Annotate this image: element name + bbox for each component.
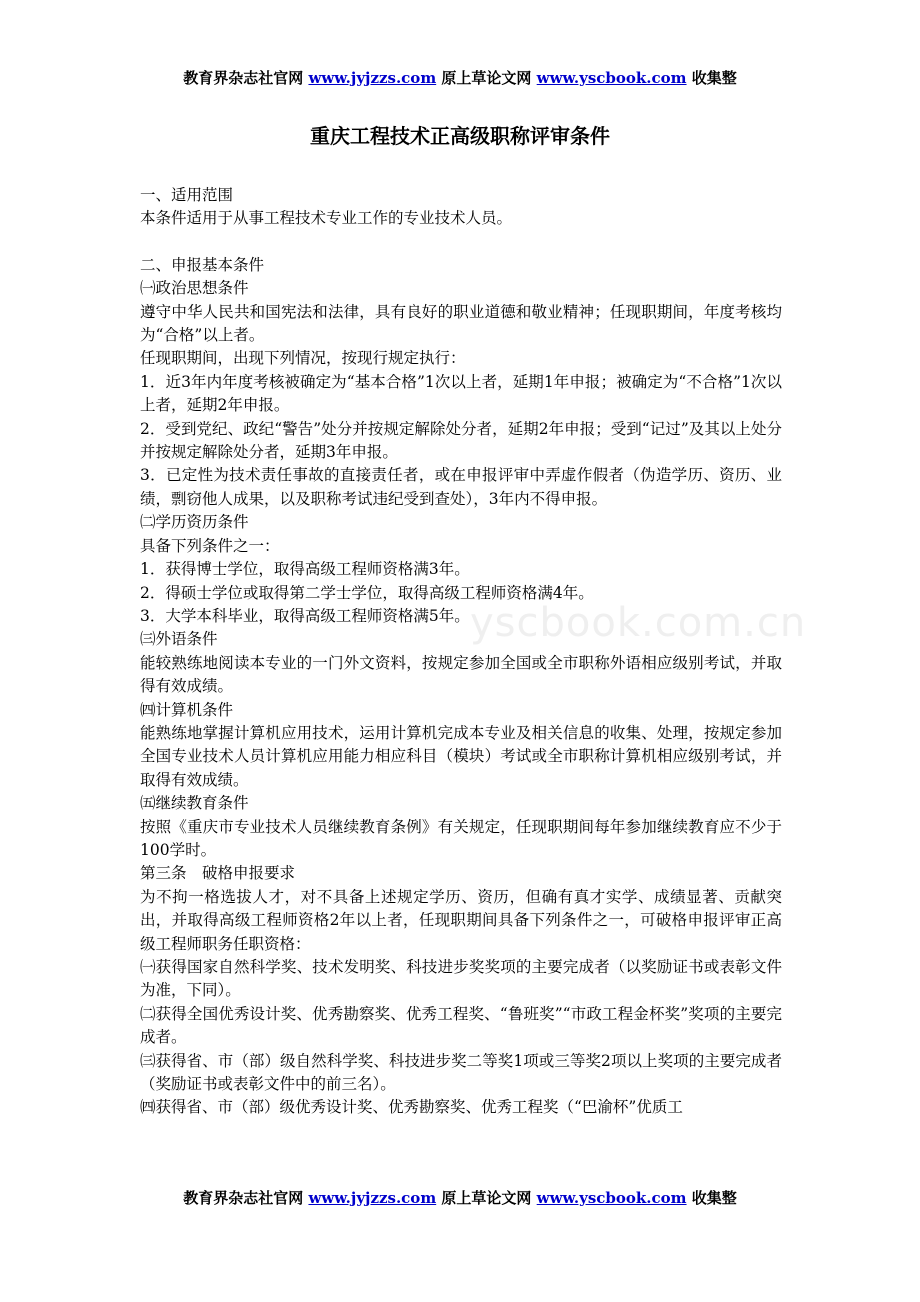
header-link-jyjzzs[interactable]: www.jyjzzs.com [308, 69, 437, 87]
section-heading: 二、申报基本条件 [140, 255, 265, 274]
header-link-yscbook[interactable]: www.yscbook.com [536, 69, 687, 87]
list-item: 3．大学本科毕业，取得高级工程师资格满5年。 [140, 606, 470, 625]
paragraph: 任现职期间，出现下列情况，按现行规定执行： [140, 349, 466, 368]
list-item: 3．已定性为技术责任事故的直接责任者，或在申报评审中弄虚作假者（伪造学历、资历、业绩，剽窃他人成果，以及职称考试违纪受到查处），3年内不得申报。 [140, 466, 782, 508]
paragraph: 按照《重庆市专业技术人员继续教育条例》有关规定，任现职期间每年参加继续教育应不少于100学时。 [140, 817, 782, 859]
paragraph: 本条件适用于从事工程技术专业工作的专业技术人员。 [140, 209, 513, 228]
article-heading: 第三条 破格申报要求 [140, 864, 296, 883]
list-item: 2．得硕士学位或取得第二学士学位，取得高级工程师资格满4年。 [140, 583, 594, 602]
section-heading: 一、适用范围 [140, 186, 234, 204]
paragraph: 遵守中华人民共和国宪法和法律，具有良好的职业道德和敬业精神；任现职期间，年度考核均为“合格”以上者。 [140, 302, 782, 345]
watermark: yscbook.com.cn [470, 600, 807, 646]
footer-text-1: 教育界杂志社官网 [183, 1189, 304, 1207]
list-item: 2．受到党纪、政纪“警告”处分并按规定解除处分者，延期2年申报；受到“记过”及其以上处分并按规定解除处分者，延期3年申报。 [140, 419, 782, 462]
list-item: ㈡获得全国优秀设计奖、优秀勘察奖、优秀工程奖、“鲁班奖”“市政工程金杯奖”奖项的主要完成者。 [140, 1004, 782, 1047]
footer-link-yscbook[interactable]: www.yscbook.com [536, 1189, 687, 1207]
subsection-heading: ㈤继续教育条件 [140, 794, 249, 813]
page-footer [0, 1188, 920, 1208]
footer-link-jyjzzs[interactable]: www.jyjzzs.com [308, 1189, 437, 1207]
footer-text-2: 原上草论文网 [441, 1189, 532, 1207]
paragraph: 能较熟练地阅读本专业的一门外文资料，按规定参加全国或全市职称外语相应级别考试，并取得有效成绩。 [140, 653, 782, 696]
subsection-heading: ㈡学历资历条件 [140, 513, 249, 532]
header-text-1: 教育界杂志社官网 [183, 69, 304, 87]
list-item: 1．获得博士学位，取得高级工程师资格满3年。 [140, 560, 470, 579]
list-item: ㈢获得省、市（部）级自然科学奖、科技进步奖二等奖1项或三等奖2项以上奖项的主要完成者（奖励证书或表彰文件中的前三名）。 [140, 1051, 782, 1094]
list-item: ㈣获得省、市（部）级优秀设计奖、优秀勘察奖、优秀工程奖（“巴渝杯”优质工 [140, 1098, 683, 1117]
subsection-heading: ㈣计算机条件 [140, 700, 234, 719]
subsection-heading: ㈢外语条件 [140, 630, 218, 649]
list-item: ㈠获得国家自然科学奖、技术发明奖、科技进步奖奖项的主要完成者（以奖励证书或表彰文件为准，下同）。 [140, 958, 782, 1000]
header-text-3: 收集整 [691, 69, 737, 87]
subsection-heading: ㈠政治思想条件 [140, 279, 249, 298]
header-text-2: 原上草论文网 [441, 69, 532, 87]
footer-text-3: 收集整 [691, 1189, 737, 1207]
paragraph: 为不拘一格选拔人才，对不具备上述规定学历、资历，但确有真才实学、成绩显著、贡献突出，并取得高级工程师资格2年以上者，任现职期间具备下列条件之一，可破格申报评审正高级工程师职务任职资格： [140, 887, 782, 953]
paragraph: 能熟练地掌握计算机应用技术，运用计算机完成本专业及相关信息的收集、处理，按规定参加全国专业技术人员计算机应用能力相应科目（模块）考试或全市职称计算机相应级别考试，并取得有效成绩。 [140, 723, 782, 789]
document-body [140, 184, 782, 1120]
document-title: 重庆工程技术正高级职称评审条件 [310, 124, 610, 148]
page-header [0, 68, 920, 88]
paragraph: 具备下列条件之一： [140, 536, 280, 555]
list-item: 1．近3年内年度考核被确定为“基本合格”1次以上者，延期1年申报；被确定为“不合格”1次以上者，延期2年申报。 [140, 372, 782, 415]
